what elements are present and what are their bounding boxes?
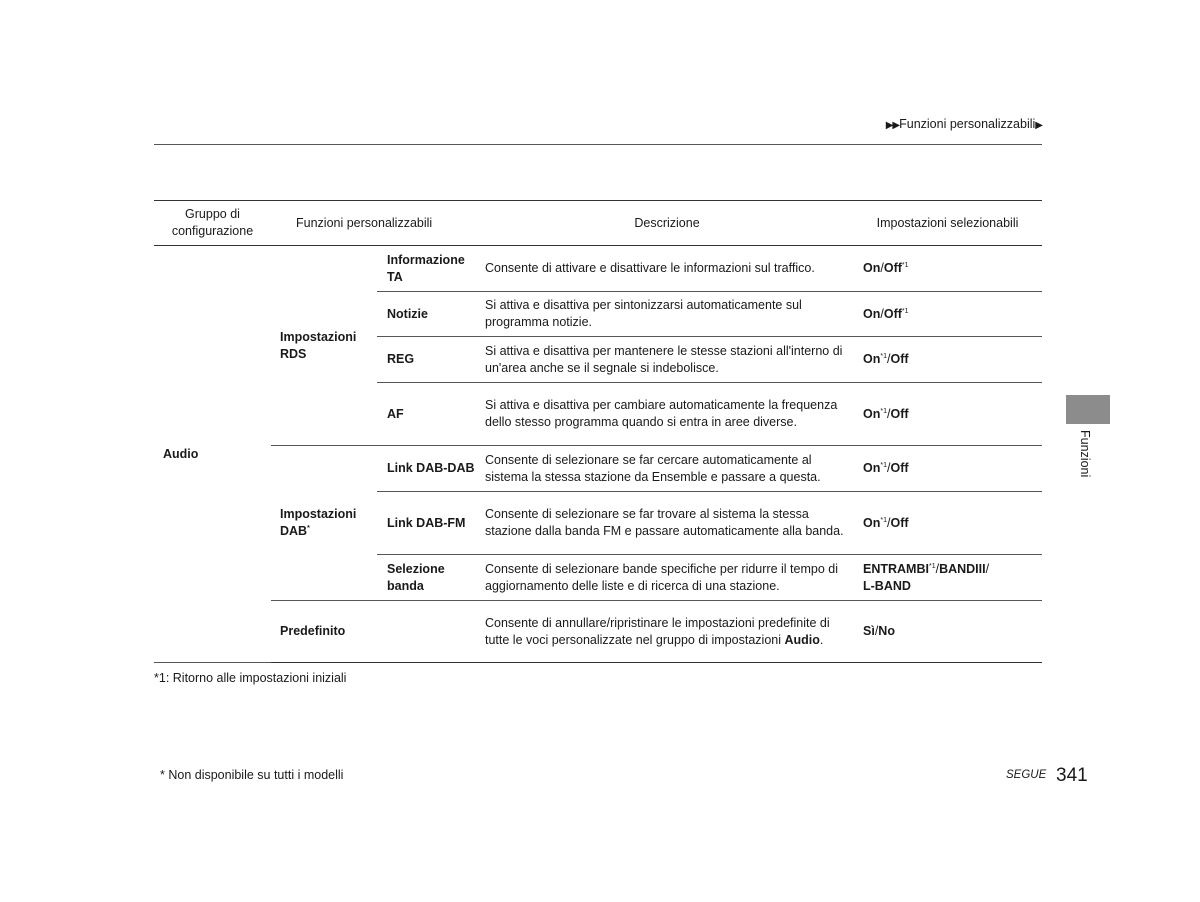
feature-options: On$^{*1}$/Off: [853, 446, 1042, 492]
feature-options: On/Off$^{*1}$: [853, 292, 1042, 337]
table-row: [154, 446, 1042, 492]
feature-description: Si attiva e disattiva per cambiare automaticamente la frequenza dello stesso programma quando si entra in aree diverse.: [481, 383, 853, 446]
breadcrumb-label: Funzioni personalizzabili: [899, 117, 1036, 131]
feature-label: REG: [377, 337, 481, 383]
feature-description: Consente di attivare e disattivare le informazioni sul traffico.: [481, 246, 853, 292]
section-tab: [1066, 395, 1110, 424]
arrow-icon: ▶: [1035, 120, 1042, 131]
footnote-mark: *1: [880, 516, 887, 524]
footnote-mark: *1: [928, 562, 936, 570]
feature-options: On$^{*1}$/Off: [853, 492, 1042, 555]
table-row: [154, 601, 1042, 663]
table-header-row: [154, 201, 1042, 246]
group-cell: Audio: [154, 246, 271, 663]
subgroup-rds: Impostazioni RDS: [271, 246, 377, 446]
feature-description: Consente di selezionare se far trovare al sistema la stessa stazione dalla banda FM e passare automaticamente alla banda.: [481, 492, 853, 555]
feature-description: Consente di selezionare se far cercare automaticamente al sistema la stessa stazione da Ensemble e passare a questa.: [481, 446, 853, 492]
footnote-mark: *1: [880, 461, 887, 469]
header-settings: Impostazioni selezionabili: [853, 201, 1042, 246]
table-row: [154, 246, 1042, 292]
subgroup-dab: Impostazioni DAB*: [271, 446, 377, 601]
page-number: 341: [1056, 765, 1088, 786]
footnote-mark: *1: [880, 407, 887, 415]
feature-options: On/Off$^{*1}$: [853, 246, 1042, 292]
footnote: *1: Ritorno alle impostazioni iniziali: [154, 671, 347, 685]
feature-label: Selezione banda: [377, 555, 481, 601]
feature-options: ENTRAMBI$^{*1}$/BANDIII/ L-BAND: [853, 555, 1042, 601]
segue-label: SEGUE: [1006, 769, 1047, 781]
feature-label: Link DAB-DAB: [377, 446, 481, 492]
footnote-mark: *1: [901, 307, 909, 315]
feature-options: On$^{*1}$/Off: [853, 383, 1042, 446]
feature-description: Consente di annullare/ripristinare le impostazioni predefinite di tutte le voci personalizzate nel gruppo di impostazioni Audio.: [481, 601, 853, 663]
feature-label: Notizie: [377, 292, 481, 337]
double-arrow-icon: ▶▶: [885, 120, 900, 131]
feature-options: Sì/No: [853, 601, 1042, 663]
breadcrumb: [886, 117, 1042, 131]
header-description: Descrizione: [481, 201, 853, 246]
section-side-label: Funzioni: [1078, 430, 1092, 478]
feature-label: Informazione TA: [377, 246, 481, 292]
availability-note: * Non disponibile su tutti i modelli: [160, 768, 344, 782]
header-rule: [154, 144, 1042, 145]
footnote-mark: *1: [901, 261, 909, 269]
feature-label: AF: [377, 383, 481, 446]
header-custom-functions: Funzioni personalizzabili: [271, 201, 481, 246]
custom-features-table: [154, 200, 1042, 663]
footnote-mark: *1: [880, 352, 887, 360]
availability-mark: *: [307, 524, 310, 532]
feature-description: Si attiva e disattiva per mantenere le stesse stazioni all'interno di un'area anche se il segnale si indebolisce.: [481, 337, 853, 383]
feature-description: Si attiva e disattiva per sintonizzarsi automaticamente sul programma notizie.: [481, 292, 853, 337]
feature-description: Consente di selezionare bande specifiche per ridurre il tempo di aggiornamento delle liste e di ricerca di una stazione.: [481, 555, 853, 601]
feature-options: On$^{*1}$/Off: [853, 337, 1042, 383]
header-group: Gruppo di configurazione: [154, 201, 271, 246]
feature-label: Link DAB-FM: [377, 492, 481, 555]
feature-default: Predefinito: [271, 601, 481, 663]
